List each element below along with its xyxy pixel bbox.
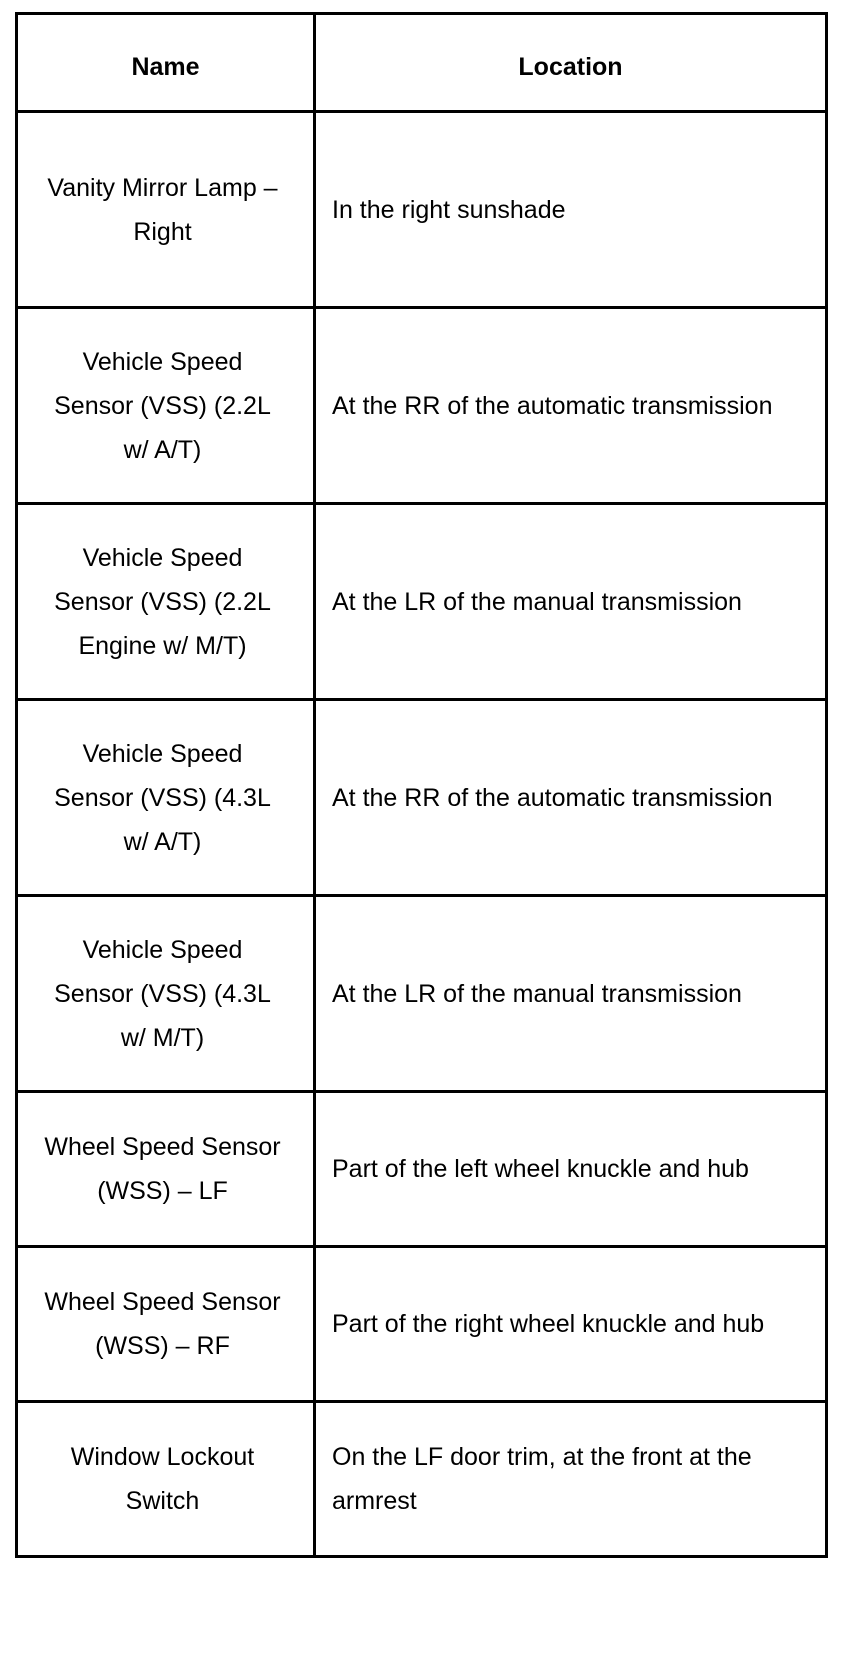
header-location: Location <box>315 14 827 112</box>
row-location: At the RR of the automatic transmission <box>315 308 827 504</box>
table-row <box>17 1402 827 1557</box>
row-location: Part of the right wheel knuckle and hub <box>315 1247 827 1402</box>
table-header-row <box>17 14 827 112</box>
row-location: At the LR of the manual transmission <box>315 896 827 1092</box>
row-location: In the right sunshade <box>315 112 827 308</box>
row-location: On the LF door trim, at the front at the armrest <box>315 1402 827 1557</box>
row-name: Wheel Speed Sensor (WSS) – RF <box>17 1247 315 1402</box>
row-location: At the LR of the manual transmission <box>315 504 827 700</box>
row-name: Vehicle Speed Sensor (VSS) (4.3L w/ A/T) <box>17 700 315 896</box>
row-name: Wheel Speed Sensor (WSS) – LF <box>17 1092 315 1247</box>
row-name: Vehicle Speed Sensor (VSS) (2.2L w/ A/T) <box>17 308 315 504</box>
table-row <box>17 504 827 700</box>
component-location-table <box>15 12 828 1558</box>
table-row <box>17 700 827 896</box>
header-name: Name <box>17 14 315 112</box>
table-row <box>17 308 827 504</box>
table-row <box>17 1092 827 1247</box>
row-location: Part of the left wheel knuckle and hub <box>315 1092 827 1247</box>
row-name: Vehicle Speed Sensor (VSS) (4.3L w/ M/T) <box>17 896 315 1092</box>
table-row <box>17 112 827 308</box>
row-name: Vehicle Speed Sensor (VSS) (2.2L Engine w/ M/T) <box>17 504 315 700</box>
table-row <box>17 1247 827 1402</box>
row-location: At the RR of the automatic transmission <box>315 700 827 896</box>
table-row <box>17 896 827 1092</box>
row-name: Vanity Mirror Lamp – Right <box>17 112 315 308</box>
row-name: Window Lockout Switch <box>17 1402 315 1557</box>
